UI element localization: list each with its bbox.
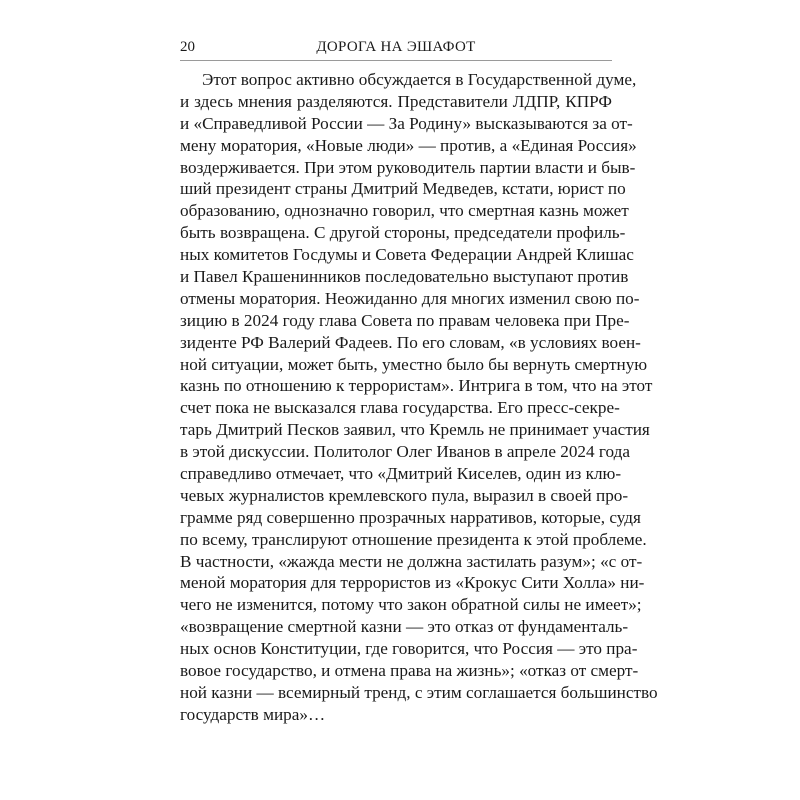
text-line: и Павел Крашенинников последовательно выступают против: [180, 267, 629, 287]
text-line: Этот вопрос активно обсуждается в Государственной думе,: [202, 70, 637, 89]
text-line: чевых журналистов кремлевского пула, выразил в своей про-: [180, 485, 629, 505]
running-title: ДОРОГА НА ЭШАФОТ: [316, 39, 476, 55]
text-line: счет пока не высказался глава государства. Его пресс-секре-: [180, 398, 620, 418]
text-line: зиденте РФ Валерий Фадеев. По его словам, «в условиях воен-: [180, 332, 641, 352]
running-header: [180, 36, 612, 61]
text-line: образованию, однозначно говорил, что смертная казнь может: [180, 201, 629, 221]
text-line: меной моратория для террористов из «Крокус Сити Холла» ни-: [180, 573, 645, 593]
text-line: ной ситуации, может быть, уместно было бы вернуть смертную: [180, 354, 648, 374]
text-line: по всему, транслируют отношение президента к этой проблеме.: [180, 529, 647, 549]
text-line: вовое государство, и отмена права на жизнь»; «отказ от смерт-: [180, 661, 639, 681]
text-line: «возвращение смертной казни — это отказ от фундаменталь-: [180, 617, 629, 637]
text-line: ных комитетов Госдумы и Совета Федерации Андрей Клишас: [180, 245, 634, 265]
text-line: зицию в 2024 году глава Совета по правам человека при Пре-: [180, 310, 630, 330]
text-line: и «Справедливой России — За Родину» высказываются за от-: [180, 113, 633, 133]
text-line: отмены моратория. Неожиданно для многих изменил свою по-: [180, 288, 640, 308]
page-number: 20: [180, 39, 195, 55]
book-page: [180, 36, 658, 726]
text-line: государств мира»…: [180, 704, 326, 724]
body-text: [180, 69, 658, 726]
text-line: справедливо отмечает, что «Дмитрий Киселев, один из клю-: [180, 464, 622, 484]
text-line: ных основ Конституции, где говорится, что Россия — это пра-: [180, 639, 638, 659]
text-line: В частности, «жажда мести не должна застилать разум»; «с от-: [180, 551, 643, 571]
text-line: грамме ряд совершенно прозрачных нарративов, которые, судя: [180, 507, 641, 527]
text-line: ший президент страны Дмитрий Медведев, кстати, юрист по: [180, 179, 626, 199]
text-line: мену моратория, «Новые люди» — против, а «Единая Россия»: [180, 135, 637, 155]
text-line: казнь по отношению к террористам». Интрига в том, что на этот: [180, 376, 653, 396]
text-line: воздерживается. При этом руководитель партии власти и быв-: [180, 157, 636, 177]
text-line: ной казни — всемирный тренд, с этим соглашается большинство: [180, 682, 658, 702]
text-line: быть возвращена. С другой стороны, председатели профиль-: [180, 223, 626, 243]
text-line: и здесь мнения разделяются. Представители ЛДПР, КПРФ: [180, 91, 612, 111]
text-line: чего не изменится, потому что закон обратной силы не имеет»;: [180, 595, 642, 615]
text-line: тарь Дмитрий Песков заявил, что Кремль не принимает участия: [180, 420, 650, 440]
text-line: в этой дискуссии. Политолог Олег Иванов в апреле 2024 года: [180, 442, 631, 462]
